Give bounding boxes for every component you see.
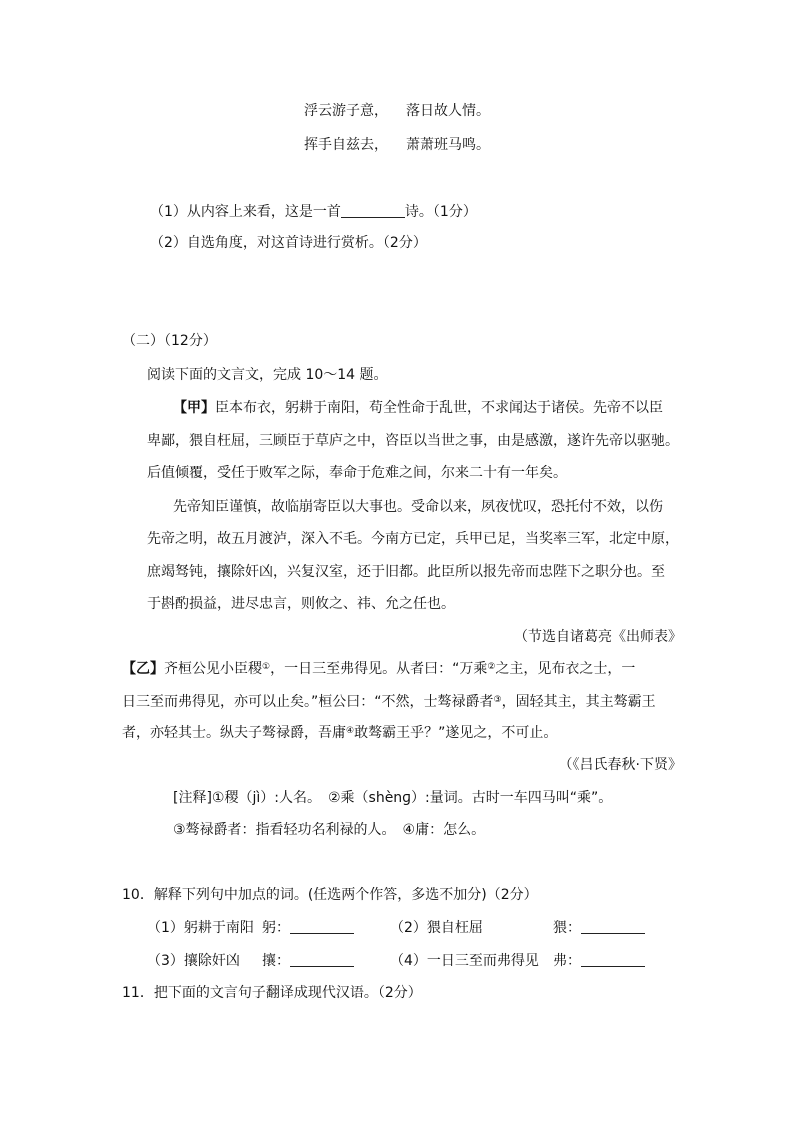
answer-blank[interactable] [581,952,645,967]
poem-line-1-b: 落日故人情。 [406,103,490,119]
q10-item-2-label: （2）猥自枉屈 [390,920,483,936]
answer-blank[interactable] [290,952,354,967]
passage-yi-text-3a: 者，亦轻其士。纵夫子骜禄爵，吾庸 [122,725,346,741]
passage-yi-line-3 [122,723,557,743]
passage-jia-line-1 [173,398,663,418]
poem-question-1-score: 诗。（1分） [404,204,477,220]
q10-item-2-answer [553,918,645,938]
passage-yi-line-2 [122,692,656,712]
poem-line-1 [0,101,794,121]
answer-blank[interactable] [581,919,645,934]
q10-item-4-answer [553,951,645,971]
passage-jia-source: （节选自诸葛亮《出师表》 [514,629,682,645]
q10-item-3-word: 攘： [262,953,290,969]
passage-yi-text-1a: 齐桓公见小臣稷 [164,661,262,677]
passage-jia-text-1: 臣本布衣，躬耕于南阳，苟全性命于乱世，不求闻达于诸侯。先帝不以臣 [215,400,663,416]
answer-blank[interactable] [290,919,354,934]
note-ref-3: ③ [493,695,502,705]
passage-jia-line-4: 先帝知臣谨慎，故临崩寄臣以大事也。受命以来，夙夜忧叹，恐托付不效，以伤 [173,499,663,515]
passage-yi-text-1c: 之主，见布衣之士，一 [495,661,636,677]
passage-yi-text-1b: ，一日三至弗得见。从者曰：“万乘 [270,661,488,677]
note-ref-1: ① [262,662,271,672]
q10-item-4-label: （4）一日三至而弗得见 [390,953,539,969]
poem-line-2-a: 挥手自兹去， [304,137,388,153]
passage-yi-marker: 【乙】 [122,661,164,677]
section-header: （二）（12分） [122,333,217,349]
q10-item-3-answer [262,951,354,971]
passage-jia-line-6: 庶竭驽钝，攘除奸凶，兴复汉室，还于旧都。此臣所以报先帝而忠陛下之职分也。至 [147,564,665,580]
passage-jia-line-2: 卑鄙，猥自枉屈，三顾臣于草庐之中，咨臣以当世之事，由是感激，遂许先帝以驱驰。 [147,433,679,449]
passage-yi-text-2a: 日三至而弗得见，亦可以止矣。”桓公曰：“不然，士骜禄爵者 [122,694,494,710]
poem-question-1 [150,202,477,222]
passage-jia-line-7: 于斟酌损益，进尽忠言，则攸之、祎、允之任也。 [147,596,455,612]
poem-line-1-a: 浮云游子意， [304,103,388,119]
passage-jia-marker: 【甲】 [173,400,215,416]
question-11-stem: 11．把下面的文言句子翻译成现代汉语。（2分） [122,985,422,1001]
q10-item-4-word: 弗： [553,953,581,969]
passage-yi-text-3b: 敢骜霸王乎？”遂见之，不可止。 [354,725,558,741]
poem-line-2 [0,135,794,155]
poem-question-2: （2）自选角度，对这首诗进行赏析。（2分） [150,235,427,251]
poem-line-2-b: 萧萧班马鸣。 [406,137,490,153]
section-instruction: 阅读下面的文言文，完成 10～14 题。 [147,367,388,383]
q10-item-1-label: （1）躬耕于南阳 [147,920,254,936]
notes-line-2: ③骜禄爵者：指看轻功名利禄的人。 ④庸：怎么。 [173,822,486,838]
note-ref-4: ④ [346,726,355,736]
question-10-stem: 10．解释下列句中加点的词。(任选两个作答，多选不加分)（2分） [122,887,538,903]
q10-item-3-label: （3）攘除奸凶 [147,953,240,969]
passage-yi-source: （《吕氏春秋·下贤》 [558,757,682,773]
q10-item-1-word: 躬： [262,920,290,936]
answer-blank[interactable] [341,203,405,218]
note-ref-2: ② [487,662,496,672]
q10-item-2-word: 猥： [553,920,581,936]
notes-line-1: [注释]①稷（jì）:人名。 ②乘（shènɡ）:量词。古时一车四马叫“乘”。 [173,790,613,806]
poem-question-1-text: （1）从内容上来看，这是一首 [150,204,341,220]
passage-jia-line-5: 先帝之明，故五月渡泸，深入不毛。今南方已定，兵甲已足，当奖率三军，北定中原， [147,531,679,547]
q10-item-1-answer [262,918,354,938]
passage-jia-line-3: 后值倾覆，受任于败军之际，奉命于危难之间，尔来二十有一年矣。 [147,465,567,481]
passage-yi-text-2b: ，固轻其主，其主骜霸王 [501,694,656,710]
passage-yi-line-1 [122,659,635,679]
